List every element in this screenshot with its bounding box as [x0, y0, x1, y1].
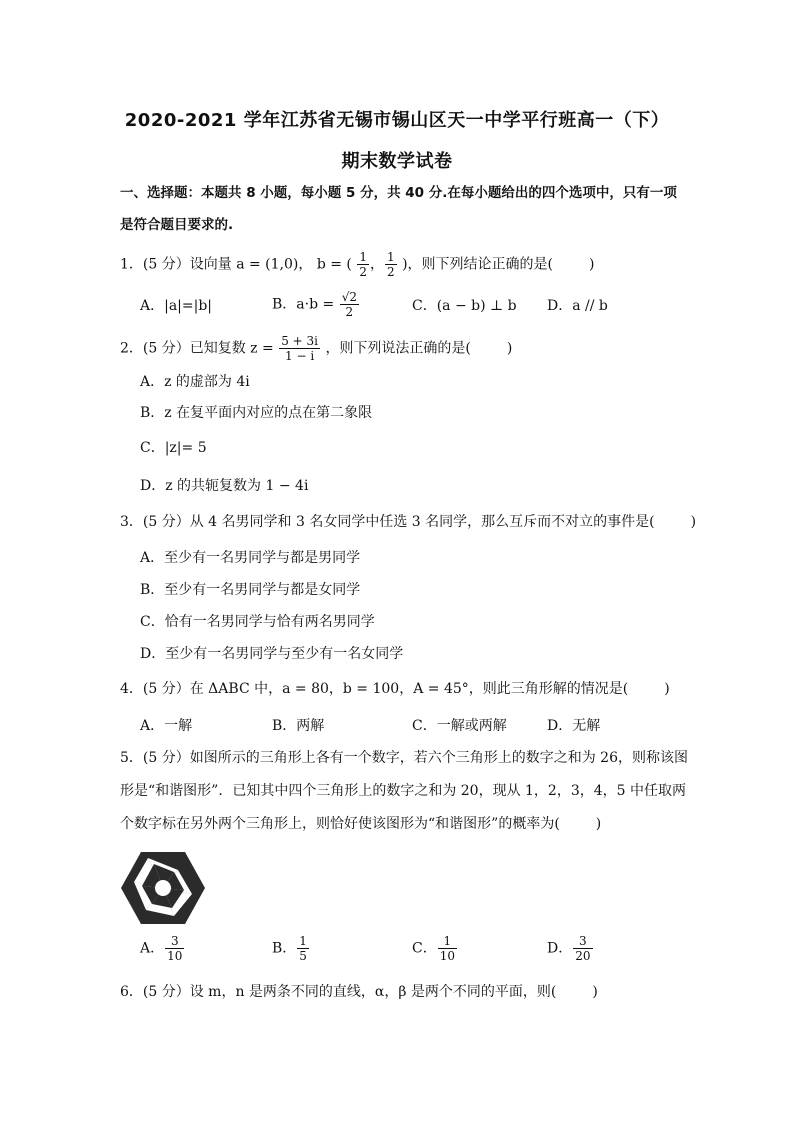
- question-1-stem: 1．(5 分）设向量 a = (1,0)， b = ( $\frac{1}{2}$ ， $\frac{1}{2}$ )，则下列结论正确的是( ): [120, 250, 595, 279]
- q2-option-a: A．z 的虚部为 4i: [140, 374, 250, 390]
- page-title-line2: 期末数学试卷: [341, 151, 453, 172]
- q1-close-paren: ): [589, 256, 595, 273]
- q2-option-b: B．z 在复平面内对应的点在第二象限: [140, 405, 373, 421]
- q2-fraction: $\frac{5 + 3i}{1 - i}$: [281, 334, 318, 363]
- q1-stem-b: a = (1,0)，: [236, 256, 313, 273]
- question-2-stem: [120, 334, 512, 363]
- q4-option-b: B．两解: [272, 718, 325, 734]
- question-3-stem: 3．(5 分）从 4 名男同学和 3 名女同学中任选 3 名同学，那么互斥而不对立的事件是( ): [120, 514, 697, 530]
- q2-stem-a: 2．(5 分）已知复数 z =: [120, 340, 274, 357]
- question-5-line3: 个数字标在另外两个三角形上，则恰好使该图形为“和谐图形”的概率为( ): [120, 816, 602, 832]
- q1-stem-a: 1．(5 分）设向量: [120, 256, 232, 273]
- page-title-line1: 2020-2021 学年江苏省无锡市锡山区天一中学平行班高一（下）: [124, 110, 670, 131]
- q4-option-c: C．一解或两解: [412, 718, 507, 734]
- q1-stem-d: )，则下列结论正确的是(: [402, 256, 553, 273]
- q3-option-d: D．至少有一名男同学与至少有一名女同学: [140, 646, 404, 662]
- q4-option-a: A．一解: [140, 718, 193, 734]
- section-instruction-line1: 一、选择题：本题共 8 小题，每小题 5 分，共 40 分.在每小题给出的四个选项中，只有一项: [120, 185, 677, 201]
- q2-close-paren: ): [506, 340, 513, 357]
- q1-fraction-1: $\frac{1}{2}$: [359, 250, 367, 279]
- q2-option-d: D．z 的共轭复数为 1 − 4i: [140, 478, 309, 494]
- center-hole: [155, 880, 171, 896]
- q5-option-d: D． $\frac{3}{20}$: [547, 934, 591, 963]
- q3-option-c: C．恰有一名男同学与恰有两名男同学: [140, 614, 375, 630]
- q3-option-b: B．至少有一名男同学与都是女同学: [140, 582, 361, 598]
- q1-option-a: A．|a|=|b|: [140, 298, 213, 314]
- q2-stem-b: ，则下列说法正确的是(: [325, 340, 471, 357]
- q4-option-d: D．无解: [547, 718, 601, 734]
- q1-option-c: C．(a − b) ⊥ b: [412, 298, 517, 314]
- q5-option-b: B． $\frac{1}{5}$: [272, 934, 307, 963]
- q5-option-c: C． $\frac{1}{10}$: [412, 934, 455, 963]
- harmonic-figure-diagram: [120, 850, 206, 926]
- q1-option-d: D．a // b: [547, 298, 608, 314]
- q5-option-a: A． $\frac{3}{10}$: [140, 934, 183, 963]
- q1-stem-c: b = (: [316, 256, 352, 273]
- q2-option-c: C．|z|= 5: [140, 440, 207, 456]
- question-6-stem: 6．(5 分）设 m，n 是两条不同的直线，α，β 是两个不同的平面，则( ): [120, 984, 598, 1000]
- q3-option-a: A．至少有一名男同学与都是男同学: [140, 550, 361, 566]
- q1-fraction-2: $\frac{1}{2}$: [386, 250, 395, 279]
- question-4-stem: 4．(5 分）在 ΔABC 中，a = 80，b = 100，A = 45°，则此三角形解的情况是( ): [120, 681, 670, 697]
- question-5-line1: 5．(5 分）如图所示的三角形上各有一个数字，若六个三角形上的数字之和为 26，则称该图: [120, 750, 688, 766]
- question-5-line2: 形是“和谐图形”．已知其中四个三角形上的数字之和为 20，现从 1，2，3，4，5 中任取两: [120, 783, 687, 799]
- q1-option-b: B．a·b = $\frac{√2}{2}$: [272, 290, 357, 319]
- section-instruction-line2: 是符合题目要求的.: [120, 217, 234, 233]
